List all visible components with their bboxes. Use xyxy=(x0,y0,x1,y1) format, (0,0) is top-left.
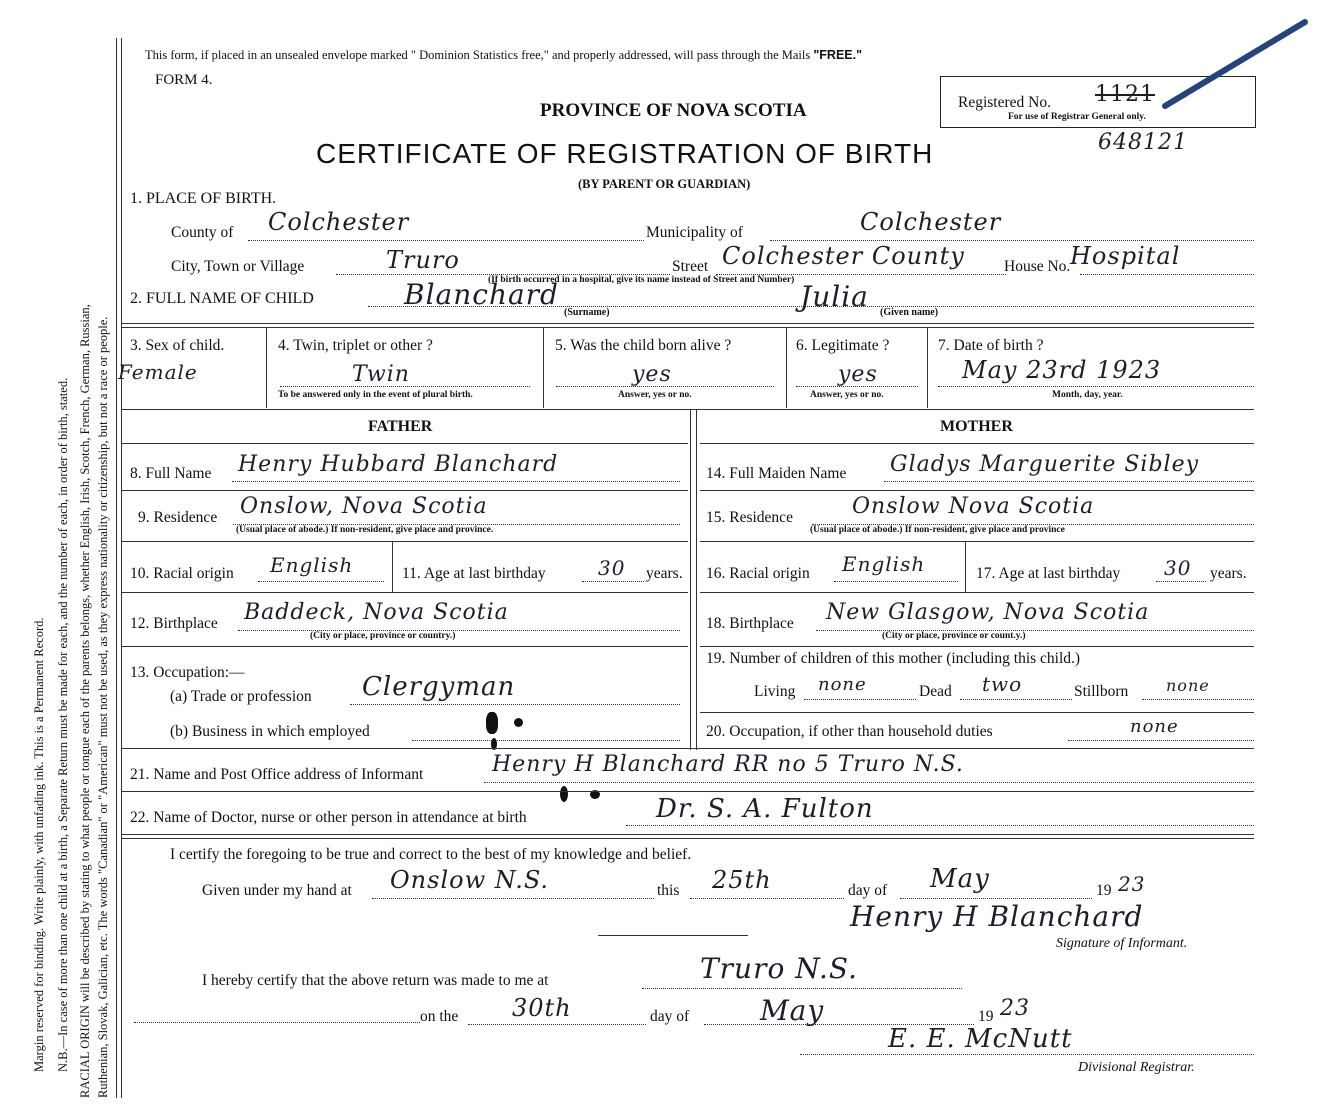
signature-rule xyxy=(598,935,748,936)
doctor-value: Dr. S. A. Fulton xyxy=(656,794,874,824)
father-heading: FATHER xyxy=(368,418,433,435)
rule-row14 xyxy=(700,490,1254,491)
living-line xyxy=(804,699,916,700)
center-divider xyxy=(690,410,691,750)
province-title: PROVINCE OF NOVA SCOTIA xyxy=(540,100,807,121)
father-trade-label: (a) Trade or profession xyxy=(170,688,312,705)
mother-occupation-line xyxy=(1068,740,1254,741)
margin-note-racial-2: Ruthenian, Slovak, Galician, etc. The words "Canadian" or "American" must not be used, as they express nationality or citizenship, but not a race or people. xyxy=(96,316,110,1098)
mother-birthplace-note: (City or place, province or count.y.) xyxy=(882,631,1026,641)
rule-row9 xyxy=(122,541,688,542)
father-residence-value: Onslow, Nova Scotia xyxy=(240,494,488,519)
registered-label: Registered No. xyxy=(958,94,1051,111)
blue-pen-mark xyxy=(1160,18,1310,113)
father-trade-value: Clergyman xyxy=(362,672,516,702)
center-divider-2 xyxy=(696,410,697,750)
registrar-place-value: Truro N.S. xyxy=(700,952,858,985)
mother-age-label: 17. Age at last birthday xyxy=(976,565,1121,582)
row3-divider-4 xyxy=(927,328,928,408)
given-place-value: Onslow N.S. xyxy=(390,866,550,894)
mother-racial-line xyxy=(834,581,958,582)
row3-divider-3 xyxy=(786,328,787,408)
rule-before-doctor xyxy=(122,791,1254,792)
house-line xyxy=(1080,274,1254,275)
informant-label: 21. Name and Post Office address of Informant xyxy=(130,766,424,783)
postal-notice: This form, if placed in an unsealed envelope marked " Dominion Statistics free," and properly addressed, will pass through the Mails "FREE." xyxy=(145,48,863,62)
ink-blot xyxy=(486,712,498,734)
children-label: 19. Number of children of this mother (including this child.) xyxy=(706,650,1081,667)
rule-row12 xyxy=(122,646,688,647)
mother-residence-label: 15. Residence xyxy=(706,509,793,526)
dob-note: Month, day, year. xyxy=(1052,390,1123,400)
alive-value: yes xyxy=(632,362,672,387)
month-line xyxy=(900,898,1092,899)
day-line xyxy=(690,898,844,899)
alive-label: 5. Was the child born alive ? xyxy=(555,337,732,354)
father-name-label: 8. Full Name xyxy=(130,465,212,482)
given-label: Given under my hand at xyxy=(202,882,352,899)
mother-name-line xyxy=(884,481,1254,482)
street-label: Street xyxy=(672,258,709,275)
hospital-note: (If birth occurred in a hospital, give its name instead of Street and Number) xyxy=(488,275,795,285)
father-racial-value: English xyxy=(270,553,354,577)
row3-divider-2 xyxy=(543,328,544,408)
father-heading-rule xyxy=(122,443,688,444)
father-trade-line xyxy=(350,704,680,705)
legit-note: Answer, yes or no. xyxy=(810,390,884,400)
dead-value: two xyxy=(982,672,1023,696)
dob-line xyxy=(938,386,1254,387)
given-caption: (Given name) xyxy=(880,307,939,318)
county-value: Colchester xyxy=(268,208,410,236)
legit-label: 6. Legitimate ? xyxy=(796,337,890,354)
registrar-year-value: 23 xyxy=(1000,996,1030,1021)
divider-after-name xyxy=(122,323,1254,328)
father-age-line xyxy=(582,581,644,582)
form-left-border-inner xyxy=(121,38,122,1098)
municipality-label: Municipality of xyxy=(646,224,743,241)
this-label: this xyxy=(657,882,680,899)
given-place-line xyxy=(372,898,654,899)
document-subtitle: (BY PARENT OR GUARDIAN) xyxy=(578,177,751,191)
mother-birthplace-value: New Glasgow, Nova Scotia xyxy=(826,600,1150,625)
registered-note: For use of Registrar General only. xyxy=(1008,112,1146,122)
registrar-year-prefix: 19 xyxy=(978,1008,994,1025)
father-residence-label: 9. Residence xyxy=(138,509,218,526)
margin-note-nb: N.B.—In case of more than one child at a birth, a Separate Return must be made for each, and the number of each, in order of birth, stated. xyxy=(56,377,70,1072)
living-value: none xyxy=(818,674,867,695)
given-month-value: May xyxy=(930,864,990,894)
father-name-value: Henry Hubbard Blanchard xyxy=(238,452,559,477)
living-label: Living xyxy=(754,683,796,700)
house-label: House No. xyxy=(1004,258,1071,275)
rule-row16 xyxy=(700,592,1254,593)
mother-residence-value: Onslow Nova Scotia xyxy=(852,494,1095,519)
father-birthplace-note: (City or place, province or country.) xyxy=(310,631,456,641)
father-age-label: 11. Age at last birthday xyxy=(402,565,546,582)
municipality-line xyxy=(770,240,1254,241)
place-heading: 1. PLACE OF BIRTH. xyxy=(130,190,277,207)
twin-label: 4. Twin, triplet or other ? xyxy=(278,337,433,354)
father-birthplace-label: 12. Birthplace xyxy=(130,615,218,632)
dead-line xyxy=(960,699,1072,700)
divider-after-row3 xyxy=(122,409,1254,410)
mother-name-label: 14. Full Maiden Name xyxy=(706,465,847,482)
stillborn-label: Stillborn xyxy=(1074,683,1129,700)
father-occupation-label: 13. Occupation:— xyxy=(130,664,245,681)
ink-blot xyxy=(514,718,523,727)
father-birthplace-value: Baddeck, Nova Scotia xyxy=(244,600,509,625)
mother-heading-rule xyxy=(700,443,1254,444)
mother-age-line xyxy=(1156,581,1206,582)
dob-value: May 23rd 1923 xyxy=(962,356,1162,384)
registrar-place-line xyxy=(642,988,962,989)
registrar-day-value: 30th xyxy=(512,994,572,1022)
registrar-signature-caption: Divisional Registrar. xyxy=(1078,1060,1195,1075)
dob-label: 7. Date of birth ? xyxy=(938,337,1044,354)
father-name-line xyxy=(232,481,680,482)
rule-before-informant xyxy=(122,748,1254,749)
father-business-line xyxy=(412,740,680,741)
mother-heading: MOTHER xyxy=(940,418,1013,435)
child-given-value: Julia xyxy=(800,280,869,313)
father-racial-line xyxy=(258,581,384,582)
stillborn-value: none xyxy=(1166,676,1210,695)
given-year-value: 23 xyxy=(1118,872,1146,896)
rule-row19 xyxy=(700,712,1254,713)
row10-divider xyxy=(392,542,393,592)
mother-name-value: Gladys Marguerite Sibley xyxy=(890,452,1200,477)
registrar-signature-line xyxy=(800,1054,1254,1055)
twin-note: To be answered only in the event of plural birth. xyxy=(278,390,473,400)
registrar-line-2 xyxy=(134,1022,420,1023)
rule-row18 xyxy=(700,646,1254,647)
certify-statement: I certify the foregoing to be true and correct to the best of my knowledge and belief. xyxy=(170,846,692,863)
on-the-label: on the xyxy=(420,1008,459,1025)
given-year-prefix: 19 xyxy=(1096,882,1112,899)
informant-signature: Henry H Blanchard xyxy=(850,900,1144,933)
registrar-day-of-label: day of xyxy=(650,1008,690,1025)
informant-signature-caption: Signature of Informant. xyxy=(1056,936,1188,951)
child-surname-value: Blanchard xyxy=(404,278,559,311)
row16-divider xyxy=(965,542,966,592)
mother-racial-value: English xyxy=(842,552,926,576)
form-number: FORM 4. xyxy=(155,72,213,88)
twin-value: Twin xyxy=(352,362,410,387)
row3-divider-1 xyxy=(266,328,267,408)
mother-birthplace-label: 18. Birthplace xyxy=(706,615,794,632)
form-left-border xyxy=(116,38,117,1098)
rule-row8 xyxy=(122,490,688,491)
city-label: City, Town or Village xyxy=(171,258,305,275)
registrar-month-value: May xyxy=(760,994,825,1027)
mother-occupation-value: none xyxy=(1130,716,1179,737)
informant-value: Henry H Blanchard RR no 5 Truro N.S. xyxy=(492,752,964,777)
registrar-statement: I hereby certify that the above return was made to me at xyxy=(202,972,549,989)
street-value: Colchester County xyxy=(722,242,965,270)
house-value: Hospital xyxy=(1070,242,1181,270)
handwritten-number: 648121 xyxy=(1098,130,1188,155)
father-age-unit: years. xyxy=(646,565,683,582)
father-business-label: (b) Business in which employed xyxy=(170,723,370,740)
registered-value: 1121 xyxy=(1095,82,1155,107)
ink-blot xyxy=(560,786,568,802)
father-age-value: 30 xyxy=(598,556,626,580)
county-label: County of xyxy=(171,224,234,241)
legit-value: yes xyxy=(838,362,878,387)
county-line xyxy=(248,240,644,241)
margin-note-binding: Margin reserved for binding. Write plainly, with unfading ink. This is a Permanent Record. xyxy=(32,617,46,1072)
municipality-value: Colchester xyxy=(860,208,1002,236)
sex-label: 3. Sex of child. xyxy=(130,337,225,354)
child-name-label: 2. FULL NAME OF CHILD xyxy=(130,290,314,307)
mother-occupation-label: 20. Occupation, if other than household duties xyxy=(706,723,993,740)
mother-age-value: 30 xyxy=(1164,556,1192,580)
father-birthplace-line xyxy=(238,630,680,631)
informant-line xyxy=(484,782,1254,783)
doctor-line xyxy=(626,825,1254,826)
city-value: Truro xyxy=(386,246,460,274)
mother-residence-note: (Usual place of abode.) If non-resident, give place and province xyxy=(810,525,1065,535)
doctor-label: 22. Name of Doctor, nurse or other person in attendance at birth xyxy=(130,809,527,826)
mother-age-unit: years. xyxy=(1210,565,1247,582)
document-title: CERTIFICATE OF REGISTRATION OF BIRTH xyxy=(316,138,934,169)
registrar-day-line xyxy=(468,1024,646,1025)
divider-before-certify xyxy=(122,834,1254,839)
dead-label: Dead xyxy=(919,683,952,700)
mother-racial-label: 16. Racial origin xyxy=(706,565,810,582)
father-racial-label: 10. Racial origin xyxy=(130,565,234,582)
father-residence-note: (Usual place of abode.) If non-resident, give place and province. xyxy=(236,525,494,535)
given-day-value: 25th xyxy=(712,866,772,894)
rule-row15 xyxy=(700,541,1254,542)
rule-row10 xyxy=(122,592,688,593)
sex-value: Female xyxy=(118,360,198,384)
stillborn-line xyxy=(1142,699,1254,700)
alive-note: Answer, yes or no. xyxy=(618,390,692,400)
day-of-label: day of xyxy=(848,882,888,899)
registrar-signature: E. E. McNutt xyxy=(888,1024,1073,1054)
margin-note-racial-1: RACIAL ORIGIN will be described by stating to what people or tongue each of the parents belongs, whether English, Irish, Scotch, French, German, Russian, xyxy=(78,304,92,1098)
surname-caption: (Surname) xyxy=(564,307,610,318)
